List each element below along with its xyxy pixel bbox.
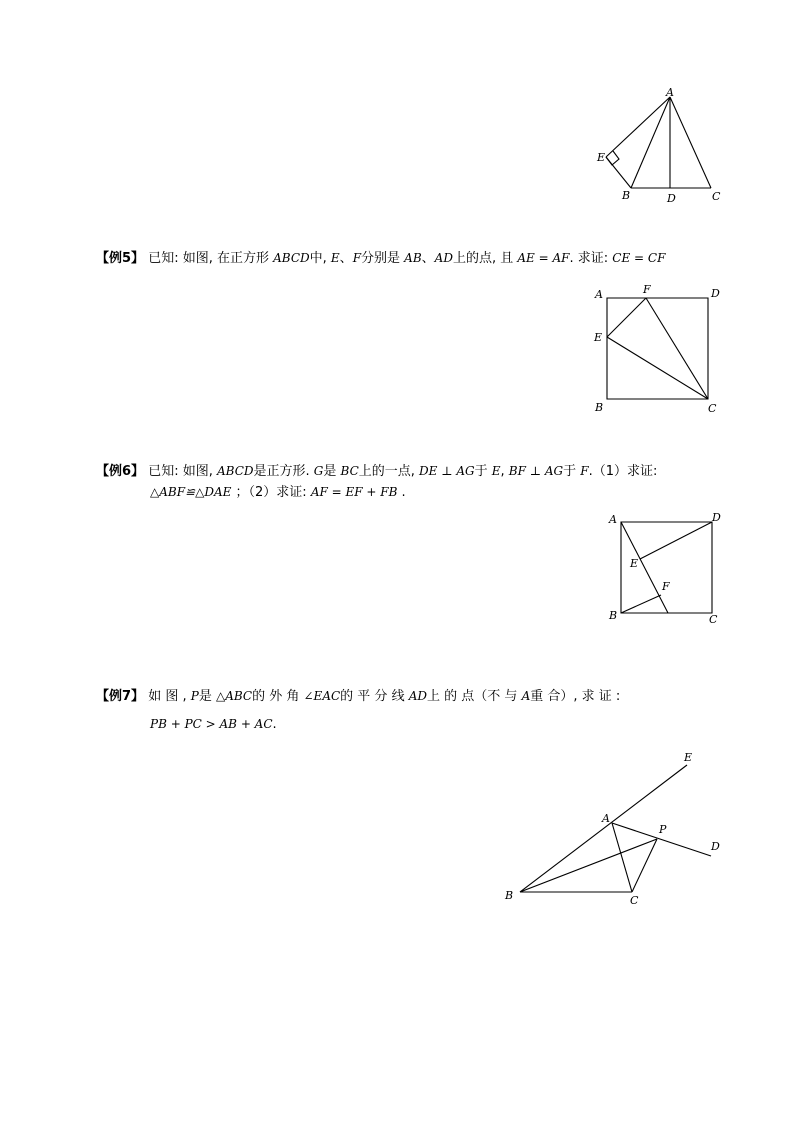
label-b: B	[622, 189, 631, 202]
math: AD	[408, 689, 428, 703]
segment-pb	[520, 839, 657, 892]
text: 、	[421, 251, 435, 266]
text: 中,	[309, 251, 327, 266]
text: 分别是	[361, 251, 401, 266]
example-7-statement-line2	[150, 712, 277, 737]
segment-de	[640, 522, 712, 559]
label-b: B	[505, 889, 514, 902]
segment-ac	[612, 823, 632, 892]
text: .	[272, 717, 277, 732]
text: 的 平 分 线	[340, 689, 405, 704]
label-e: E	[594, 331, 603, 344]
square-abcd	[607, 298, 708, 399]
text: 于	[563, 464, 577, 479]
text: 、	[339, 251, 353, 266]
segment-ec	[607, 337, 708, 399]
text: ；（2）求证:	[235, 485, 307, 500]
label-e: E	[684, 751, 693, 764]
segment-ae	[606, 97, 670, 157]
math: ∠EAC	[303, 689, 341, 703]
figure-square-abcd-ef	[590, 282, 730, 417]
math: A	[521, 689, 531, 703]
math: P	[190, 689, 199, 703]
math: BF ⊥ AG	[508, 464, 564, 478]
text: 已知: 如图,	[148, 464, 213, 479]
label-c: C	[630, 894, 639, 907]
label-c: C	[708, 402, 717, 415]
label-a: A	[602, 812, 610, 825]
label-a: A	[666, 86, 674, 99]
label-c: C	[709, 613, 718, 626]
label-b: B	[595, 401, 604, 414]
text: 是	[198, 689, 212, 704]
right-angle-mark	[606, 151, 619, 165]
label-d: D	[667, 192, 676, 205]
label-f: F	[662, 580, 670, 593]
example-5-statement	[96, 246, 665, 271]
segment-bf	[621, 595, 661, 613]
segment-ab	[631, 97, 670, 188]
math: AF = EF + FB	[310, 485, 398, 499]
math: E	[330, 251, 340, 265]
label-e: E	[630, 557, 639, 570]
math: △ABF≌△DAE	[150, 485, 232, 499]
math: F	[580, 464, 589, 478]
label-a: A	[595, 288, 603, 301]
math: AB	[404, 251, 422, 265]
text: ,	[500, 464, 505, 479]
text: 的 外 角	[252, 689, 300, 704]
math: DE ⊥ AG	[419, 464, 475, 478]
label-b: B	[609, 609, 618, 622]
text: 重 合）, 求 证 :	[530, 689, 621, 704]
text: 是正方形.	[253, 464, 310, 479]
math: PB + PC > AB + AC	[150, 717, 273, 731]
math: CE = CF	[612, 251, 666, 265]
text: 已知: 如图, 在正方形	[148, 251, 269, 266]
math: BC	[340, 464, 359, 478]
text: . 求证:	[569, 251, 609, 266]
segment-ac	[670, 97, 711, 188]
figure-triangle-abc-altitude	[590, 86, 730, 206]
example-7-statement	[96, 684, 620, 709]
label-p: P	[659, 823, 667, 836]
math: F	[352, 251, 362, 265]
example-5-label: 【例5】	[96, 251, 145, 266]
text: 上的点, 且	[452, 251, 514, 266]
label-c: C	[712, 190, 721, 203]
figure-square-abcd-ag	[600, 508, 735, 628]
text: .（1）求证:	[588, 464, 658, 479]
math: E	[491, 464, 501, 478]
math: G	[313, 464, 324, 478]
text: .	[401, 485, 406, 500]
example-6-label: 【例6】	[96, 464, 145, 479]
math: ABCD	[216, 464, 254, 478]
example-7-label: 【例7】	[96, 689, 145, 704]
math: ABCD	[273, 251, 310, 265]
label-e: E	[597, 151, 606, 164]
text: 上 的 点（不 与	[427, 689, 518, 704]
segment-fc	[646, 298, 708, 399]
figure-triangle-abc-exterior-bisector	[495, 748, 730, 908]
text: 上的一点,	[358, 464, 415, 479]
text: 如 图 ,	[148, 689, 187, 704]
segment-ef	[607, 298, 646, 337]
math: △ABC	[215, 689, 253, 703]
label-f: F	[643, 283, 651, 296]
math: AE = AF	[517, 251, 570, 265]
example-6-statement-line2	[150, 480, 406, 505]
label-d: D	[712, 511, 721, 524]
label-a: A	[609, 513, 617, 526]
text: 于	[474, 464, 488, 479]
segment-ag	[621, 522, 668, 613]
text: 是	[323, 464, 337, 479]
label-d: D	[711, 287, 720, 300]
math: AD	[434, 251, 453, 265]
label-d: D	[711, 840, 720, 853]
